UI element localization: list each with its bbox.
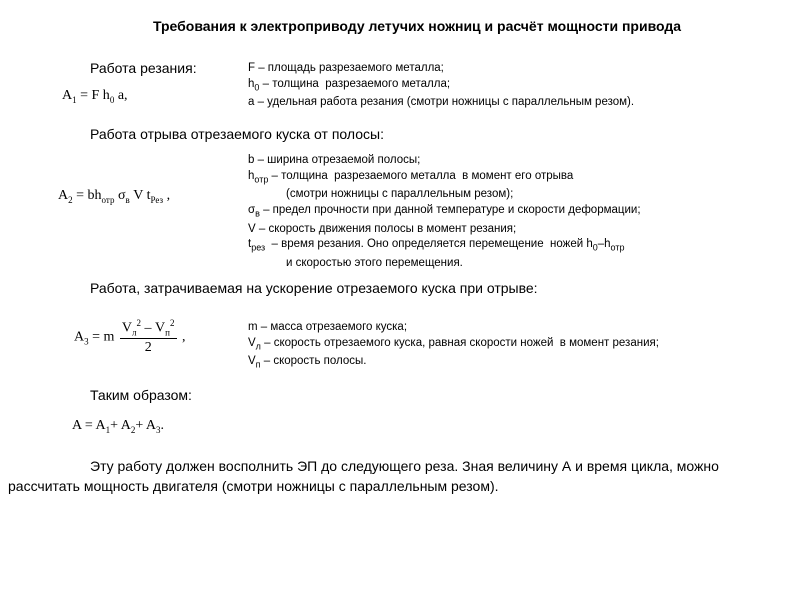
definition-line: a – удельная работа резания (смотри ножницы с параллельным резом). xyxy=(248,96,635,109)
definition-line: m – масса отрезаемого куска; xyxy=(248,321,408,333)
cutting-work-formula: $A_1 = F$ $h_0$ a, xyxy=(62,88,128,105)
definition-line: $\sigma_в$ – предел прочности при данной температуре и скорости деформации; xyxy=(248,203,641,219)
definition-line: V – скорость движения полосы в момент резания; xyxy=(248,222,517,235)
cutting-work-definitions xyxy=(248,61,634,111)
acceleration-work-heading: Работа, затрачиваемая на ускорение отрезаемого куска при отрыве: xyxy=(90,280,538,296)
definition-line: $h_0$ – толщина разрезаемого металла; xyxy=(248,77,451,92)
tearoff-work-formula: $A_2 = bh_{отр}$ $\sigma_в$ V $t_{Рез}$ , xyxy=(58,188,171,205)
definition-line: $t_{рез}$ – время резания. Оно определяется перемещение ножей $h_0-h_{отр}$ xyxy=(248,238,625,253)
definition-line: $V_л$ – скорость отрезаемого куска, равная скорости ножей в момент резания; xyxy=(248,336,659,351)
cutting-work-heading: Работа резания: xyxy=(90,60,197,76)
page-title: Требования к электроприводу летучих ножниц и расчёт мощности привода xyxy=(152,18,682,34)
definition-line: $V_п$ – скорость полосы. xyxy=(248,355,367,370)
tearoff-work-heading: Работа отрыва отрезаемого куска от полосы: xyxy=(90,126,384,142)
total-work-formula: $A = A_1+ A_2+ A_3$. xyxy=(72,418,165,435)
definition-line: и скоростью этого перемещения. xyxy=(286,256,463,269)
conclusion-line-1: Эту работу должен восполнить ЭП до следующего реза. Зная величину А и время цикла, можно xyxy=(90,458,719,474)
conclusion-line-2: рассчитать мощность двигателя (смотри ножницы с параллельным резом). xyxy=(8,478,499,494)
acceleration-work-formula: $A_3 = m$ $\frac{V_л^2 - V_п^2}{2}$ , xyxy=(74,318,186,356)
acceleration-work-definitions xyxy=(248,320,659,373)
tearoff-work-definitions xyxy=(248,153,641,271)
fraction: $\frac{V_л^2 - V_п^2}{2}$ xyxy=(121,318,175,356)
definition-line: F – площадь разрезаемого металла; xyxy=(248,62,444,74)
definition-line: b – ширина отрезаемой полосы; xyxy=(248,154,421,166)
total-heading: Таким образом: xyxy=(90,387,192,403)
definition-line: (смотри ножницы с параллельным резом); xyxy=(286,188,514,201)
definition-line: $h_{отр}$ – толщина разрезаемого металла в момент его отрыва xyxy=(248,169,574,184)
